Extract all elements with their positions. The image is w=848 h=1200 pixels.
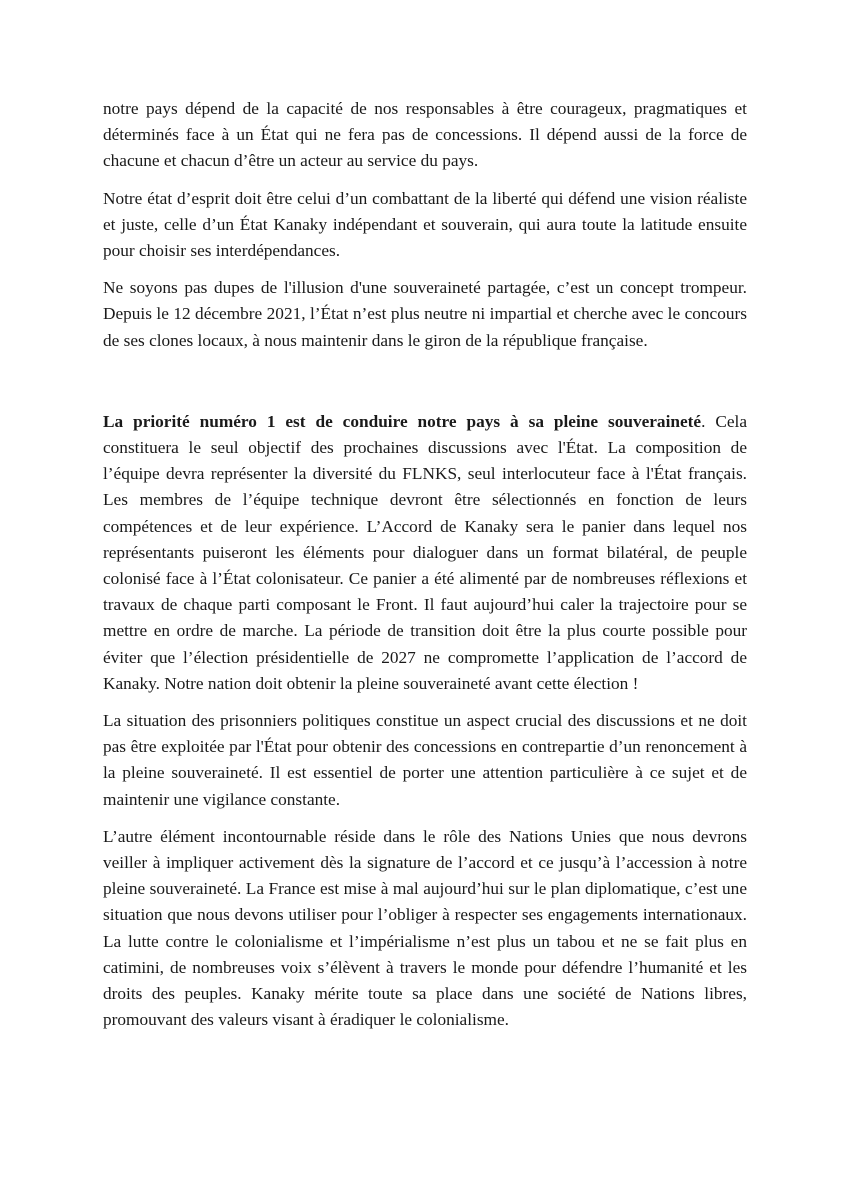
- priority-heading: La priorité numéro 1 est de conduire notre pays à sa pleine souveraineté: [103, 411, 702, 431]
- paragraph-5: [103, 708, 747, 813]
- section-gap: [103, 354, 747, 409]
- paragraph-gap: [103, 264, 747, 275]
- paragraph-3-text: Ne soyons pas dupes de l'illusion d'une souveraineté partagée, c’est un concept trompeur. Depuis le 12 décembre 2021, l’État n’est plus neutre ni impartial et cherche avec le concours de ses clones locaux, à nous maintenir dans le giron de la république française.: [103, 278, 747, 350]
- paragraph-4-text: . Cela constituera le seul objectif des prochaines discussions avec l'État. La composition de l’équipe devra représenter la diversité du FLNKS, seul interlocuteur face à l'État français. Les membres de l’équipe technique devront être sélectionnés en fonction de leurs compétences et de leur expérience. L’Accord de Kanaky sera le panier dans lequel nos représentants puiseront les éléments pour dialoguer dans un format bilatéral, de peuple colonisé face à l’État colonisateur. Ce panier a été alimenté par de nombreuses réflexions et travaux de chaque parti composant le Front. Il faut aujourd’hui caler la trajectoire pour se mettre en ordre de marche. La période de transition doit être la plus courte possible pour éviter que l’élection présidentielle de 2027 ne compromette l’application de l’accord de Kanaky. Notre nation doit obtenir la pleine souveraineté avant cette élection !: [103, 411, 747, 693]
- paragraph-6: [103, 824, 747, 1034]
- paragraph-3: [103, 275, 747, 354]
- paragraph-4: [103, 409, 747, 697]
- paragraph-gap: [103, 813, 747, 824]
- paragraph-2-text: Notre état d’esprit doit être celui d’un combattant de la liberté qui défend une vision réaliste et juste, celle d’un État Kanaky indépendant et souverain, qui aura toute la latitude ensuite pour choisir ses interdépendances.: [103, 188, 747, 261]
- paragraph-5-text: La situation des prisonniers politiques constitue un aspect crucial des discussions et ne doit pas être exploitée par l'État pour obtenir des concessions en contrepartie d’un renoncement à la pleine souveraineté. Il est essentiel de porter une attention particulière à ce sujet et de maintenir une vigilance constante.: [103, 711, 747, 809]
- document-page: [103, 96, 747, 1034]
- paragraph-gap: [103, 175, 747, 186]
- paragraph-1: [103, 96, 747, 175]
- paragraph-1-text: notre pays dépend de la capacité de nos responsables à être courageux, pragmatiques et déterminés face à un État qui ne fera pas de concessions. Il dépend aussi de la force de chacune et chacun d’être un acteur au service du pays.: [103, 99, 747, 171]
- paragraph-6-text: L’autre élément incontournable réside dans le rôle des Nations Unies que nous devrons veiller à impliquer activement dès la signature de l’accord et ce jusqu’à l’accession à notre pleine souveraineté. La France est mise à mal aujourd’hui sur le plan diplomatique, c’est une situation que nous devons utiliser pour l’obliger à respecter ses engagements internationaux. La lutte contre le colonialisme et l’impérialisme n’est plus un tabou et ne se fait plus en catimini, de nombreuses voix s’élèvent à travers le monde pour défendre l’humanité et les droits des peuples. Kanaky mérite toute sa place dans une société de Nations libres, promouvant des valeurs visant à éradiquer le colonialisme.: [103, 826, 747, 1030]
- paragraph-2: [103, 186, 747, 265]
- paragraph-gap: [103, 697, 747, 708]
